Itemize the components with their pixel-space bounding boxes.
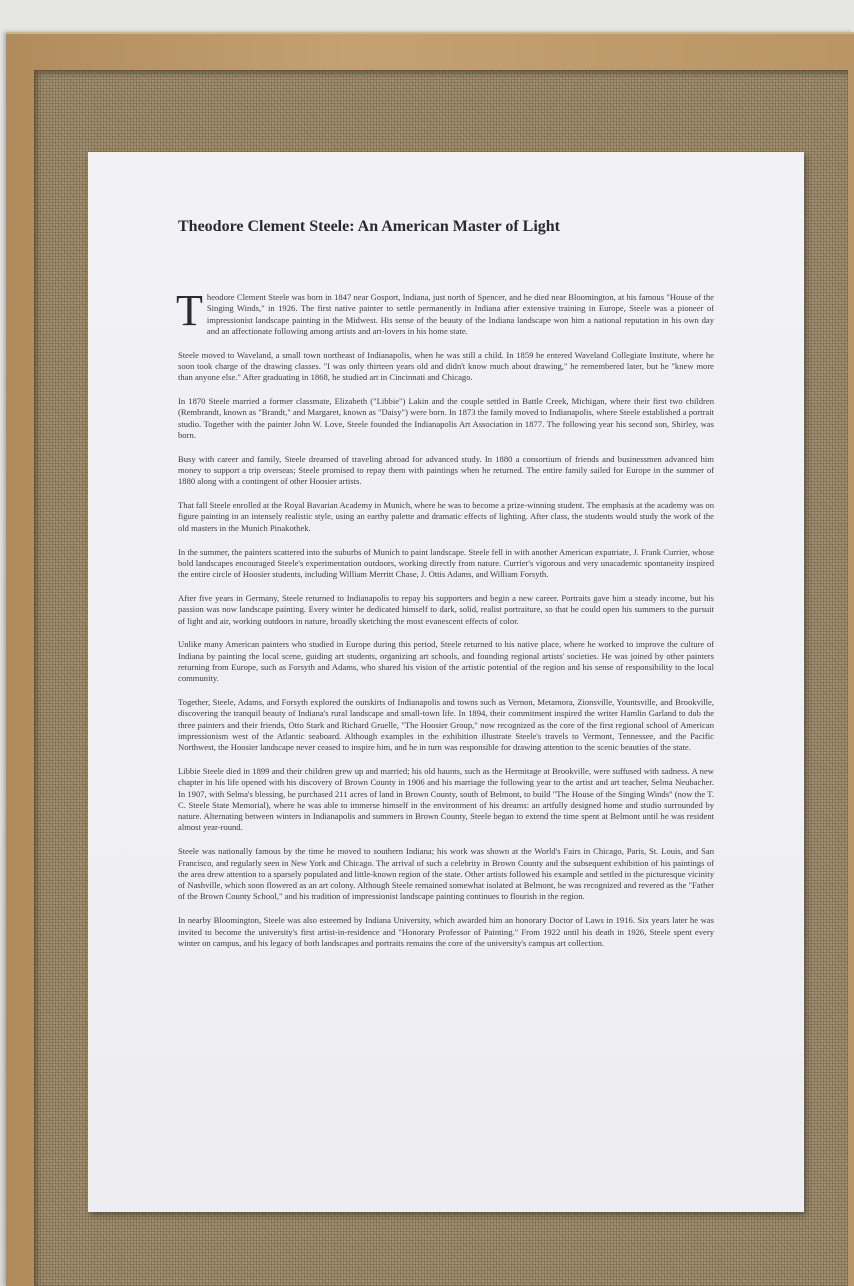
- paragraph-6: In the summer, the painters scattered into the suburbs of Munich to paint landscape. Steele fell in with another American expatriate, J. Frank Currier, whose bold landscapes encouraged Steele's experimentation outdoors, working directly from nature. Currier's vigorous and very unacademic spontaneity inspired the entire circle of Hoosier students, including William Merritt Chase, J. Ottis Adams, and William Forsyth.: [178, 546, 714, 580]
- paragraph-2: Steele moved to Waveland, a small town northeast of Indianapolis, when he was still a child. In 1859 he entered Waveland Collegiate Institute, where he soon took charge of the drawing classes. "I was only thirteen years old and didn't know much about drawing," he remembered later, but he "knew more than anyone else." After graduating in 1868, he studied art in Cincinnati and Chicago.: [178, 349, 714, 383]
- paragraph-3: In 1870 Steele married a former classmate, Elizabeth ("Libbie") Lakin and the couple settled in Battle Creek, Michigan, where their first two children (Rembrandt, known as "Brandt," and Margaret, known as "Daisy") were born. In 1873 the family moved to Indianapolis, where Steele established a portrait studio. Together with the painter John W. Love, Steele founded the Indianapolis Art Association in 1877. The following year his second son, Shirley, was born.: [178, 396, 714, 440]
- drop-cap: T: [176, 286, 203, 335]
- panel-title: Theodore Clement Steele: An American Master of Light: [178, 218, 561, 235]
- paragraph-1: [176, 286, 714, 337]
- paragraph-5: That fall Steele enrolled at the Royal Bavarian Academy in Munich, where he was to become a prize-winning student. The emphasis at the academy was on figure painting in an intensely realistic style, using an earthy palette and dramatic effects of lighting. After class, the students would study the work of the old masters in the Munich Pinakothek.: [178, 500, 714, 533]
- exhibit-text-panel: [88, 152, 804, 1212]
- paragraph-8: Unlike many American painters who studied in Europe during this period, Steele returned to his native place, where he worked to improve the culture of Indiana by painting the local scene, guiding art students, organizing art schools, and founding regional artists' societies. He was joined by other painters returning from Europe, such as Forsyth and Adams, who shared his vision of the artistic potential of the region and his sense of responsibility to the local community.: [178, 639, 714, 684]
- paragraph-11: Steele was nationally famous by the time he moved to southern Indiana; his work was shown at the World's Fairs in Chicago, Paris, St. Louis, and San Francisco, and regularly seen in New York and Chicago. The arrival of such a celebrity in Brown County and the subsequent exhibition of his paintings of the area drew attention to a sparsely populated and little-known region of the state. Other artists followed his example and settled in the picturesque vicinity of Nashville, which soon flowered as an art colony. Although Steele remained somewhat isolated at Belmont, he was recognized and revered as the "Father of the Brown County School," and his tradition of impressionist landscape painting continues to flourish in the region.: [178, 846, 714, 902]
- paragraph-10: Libbie Steele died in 1899 and their children grew up and married; his old haunts, such as the Hermitage at Brookville, were suffused with sadness. A new chapter in his life opened with his discovery of Brown County in 1906 and his marriage the following year to the artist and art teacher, Selma Neubacher. In 1907, with Selma's blessing, he purchased 211 acres of land in Brown County, south of Belmont, to build "The House of the Singing Winds" (now the T. C. Steele State Memorial), where he was able to immerse himself in the environment of his dreams: an artfully designed home and studio surrounded by nature. Alternating between winters in Indianapolis and summers in Brown County, Steele began to extend the time spent at Belmont until he was resident almost year-round.: [178, 766, 714, 833]
- paragraph-4: Busy with career and family, Steele dreamed of traveling abroad for advanced study. In 1880 a consortium of friends and businessmen advanced him money to support a trip overseas; Steele promised to repay them with paintings when he returned. The entire family sailed for Europe in the summer of 1880 along with a contingent of other Hoosier artists.: [178, 453, 714, 487]
- paragraph-9: Together, Steele, Adams, and Forsyth explored the outskirts of Indianapolis and towns such as Vernon, Metamora, Zionsville, Yountsville, and Brookville, discovering the tranquil beauty of Indiana's rural landscape and small-town life. In 1894, their commitment inspired the writer Hamlin Garland to dub the three painters and their friends, Otto Stark and Richard Gruelle, "The Hoosier Group," now recognized as the core of the first regional school of American impressionism west of the Atlantic seaboard. Although examples in the exhibition illustrate Steele's travels to Vermont, Tennessee, and the Pacific Northwest, the Hoosier landscape never ceased to inspire him, and he in turn was responsible for drawing attention to the scenic beauties of the state.: [178, 697, 714, 753]
- paragraph-1-text: heodore Clement Steele was born in 1847 near Gosport, Indiana, just north of Spencer, and he died near Bloomington, at his famous "House of the Singing Winds," in 1926. The first native painter to settle permanently in Indiana after extensive training in Europe, Steele was a pioneer of impressionist landscape painting in the Midwest. His sense of the beauty of the Indiana landscape won him a national reputation in his own day and an affectionate following among artists and art-lovers in his home state.: [206, 292, 714, 336]
- paragraph-7: After five years in Germany, Steele returned to Indianapolis to repay his supporters and begin a new career. Portraits gave him a steady income, but his passion was now landscape painting. Every winter he dedicated himself to dark, solid, realist portraiture, so that he could open his summers to the pursuit of light and air, working outdoors in nature, broadly sketching the most evanescent effects of color.: [178, 592, 714, 626]
- paragraph-12: In nearby Bloomington, Steele was also esteemed by Indiana University, which awarded him an honorary Doctor of Laws in 1916. Six years later he was invited to become the university's first artist-in-residence and "Honorary Professor of Painting." From 1922 until his death in 1926, Steele spent every winter on campus, and his legacy of both landscapes and portraits remains the core of the university's campus art collection.: [178, 915, 714, 948]
